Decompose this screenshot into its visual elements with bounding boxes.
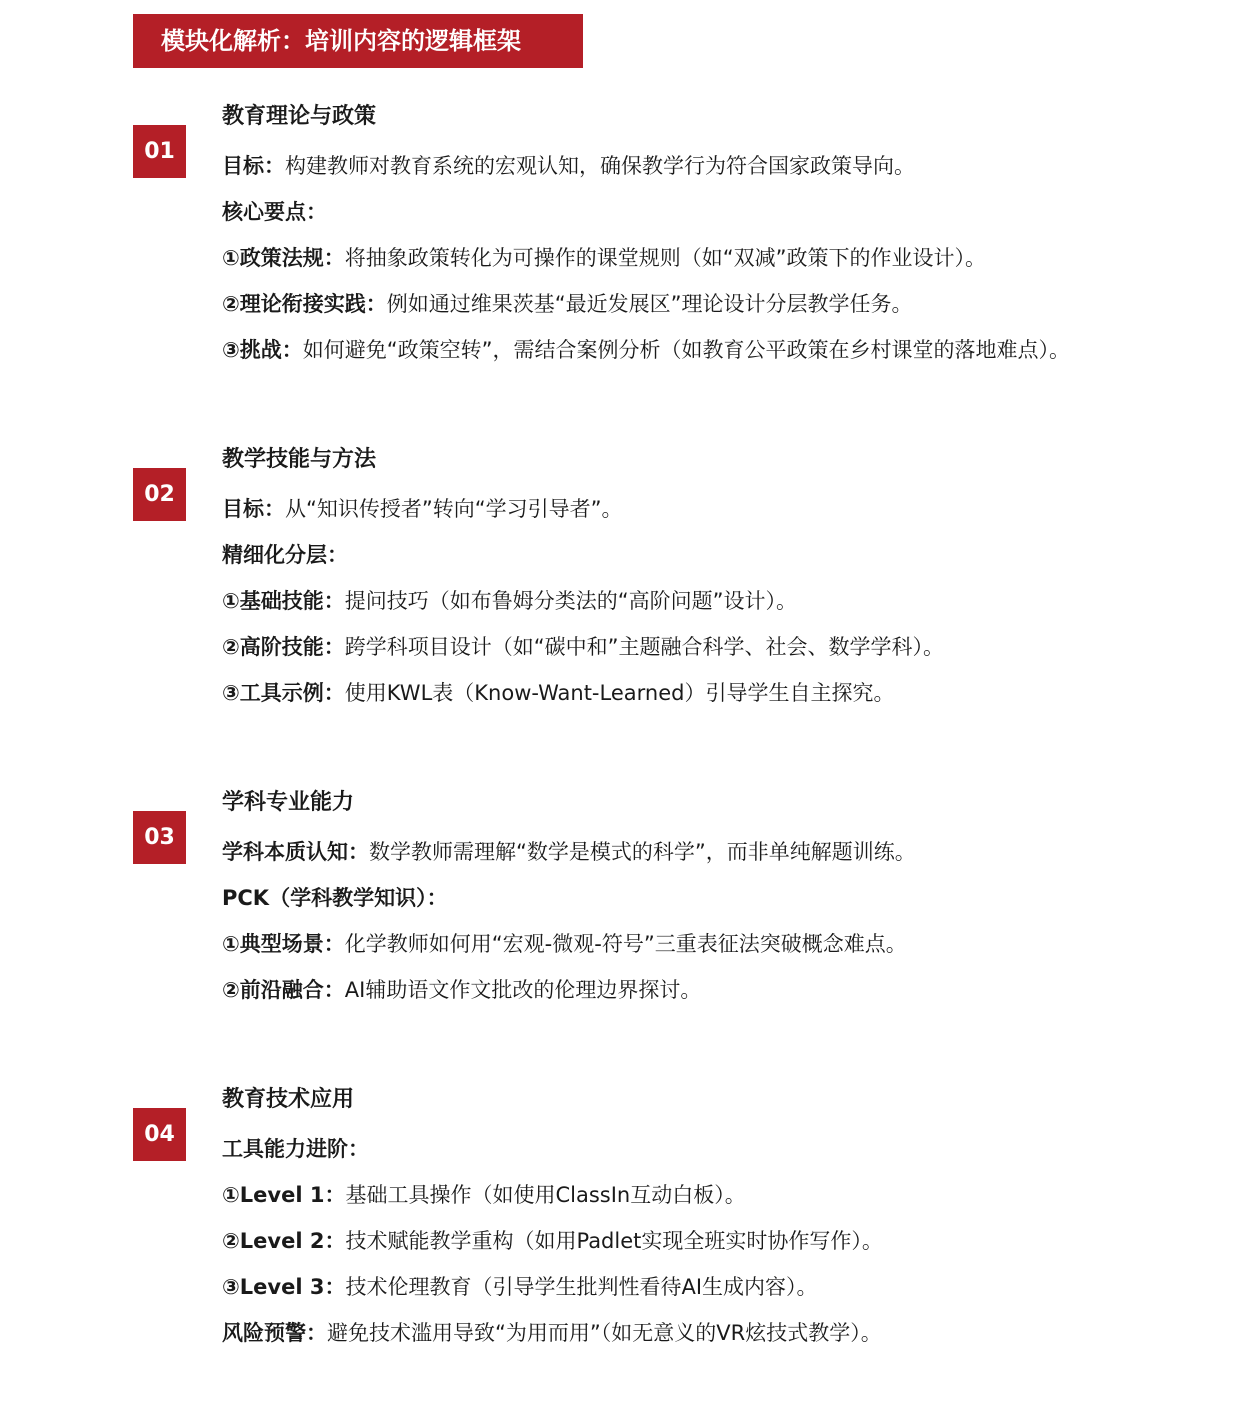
content-line bbox=[222, 281, 1222, 327]
content-line bbox=[222, 1218, 1222, 1264]
section-title: 教育理论与政策 bbox=[222, 104, 377, 129]
line-text: 技术赋能教学重构（如用Padlet实现全班实时协作写作）。 bbox=[345, 1229, 883, 1253]
content-line bbox=[222, 327, 1222, 373]
line-label: ③工具示例： bbox=[222, 681, 345, 705]
line-text: 将抽象政策转化为可操作的课堂规则（如“双减”政策下的作业设计）。 bbox=[344, 246, 987, 270]
content-line bbox=[222, 143, 1222, 189]
section-title: 学科专业能力 bbox=[222, 790, 355, 815]
line-label: 工具能力进阶： bbox=[222, 1137, 369, 1161]
line-label: ①Level 1： bbox=[222, 1183, 346, 1207]
line-label: 核心要点： bbox=[222, 200, 327, 224]
content-line bbox=[222, 967, 1222, 1013]
line-text: 数学教师需理解“数学是模式的科学”，而非单纯解题训练。 bbox=[369, 840, 916, 864]
content-line bbox=[222, 1264, 1222, 1310]
section-body bbox=[222, 1080, 1222, 1356]
line-text: 如何避免“政策空转”，需结合案例分析（如教育公平政策在乡村课堂的落地难点）。 bbox=[302, 338, 1071, 362]
page-title-banner: 模块化解析：培训内容的逻辑框架 bbox=[133, 14, 583, 68]
section-title: 教学技能与方法 bbox=[222, 447, 377, 472]
line-label: ①典型场景： bbox=[222, 932, 345, 956]
section-number-badge: 02 bbox=[133, 468, 186, 521]
content-line bbox=[222, 1172, 1222, 1218]
line-label: 风险预警： bbox=[222, 1321, 327, 1345]
section-body bbox=[222, 783, 1222, 1013]
content-line bbox=[222, 921, 1222, 967]
content-line bbox=[222, 875, 1222, 921]
line-label: ②高阶技能： bbox=[222, 635, 345, 659]
line-label: 目标： bbox=[222, 154, 285, 178]
line-text: 化学教师如何用“宏观-微观-符号”三重表征法突破概念难点。 bbox=[344, 932, 907, 956]
content-line bbox=[222, 1310, 1222, 1356]
line-label: PCK（学科教学知识）： bbox=[222, 886, 448, 910]
line-label: ③Level 3： bbox=[222, 1275, 346, 1299]
line-text: 例如通过维果茨基“最近发展区”理论设计分层教学任务。 bbox=[386, 292, 913, 316]
line-label: ②Level 2： bbox=[222, 1229, 346, 1253]
content-line bbox=[222, 578, 1222, 624]
line-text: 基础工具操作（如使用ClassIn互动白板）。 bbox=[345, 1183, 746, 1207]
line-label: ③挑战： bbox=[222, 338, 303, 362]
section-title: 教育技术应用 bbox=[222, 1087, 355, 1112]
section-number-badge: 03 bbox=[133, 811, 186, 864]
line-label: ②前沿融合： bbox=[222, 978, 345, 1002]
content-line bbox=[222, 486, 1222, 532]
line-label: ①政策法规： bbox=[222, 246, 345, 270]
line-label: 精细化分层： bbox=[222, 543, 348, 567]
content-line bbox=[222, 1126, 1222, 1172]
content-line bbox=[222, 235, 1222, 281]
line-text: 跨学科项目设计（如“碳中和”主题融合科学、社会、数学学科）。 bbox=[344, 635, 945, 659]
line-text: 使用KWL表（Know-Want-Learned）引导学生自主探究。 bbox=[344, 681, 895, 705]
line-label: 学科本质认知： bbox=[222, 840, 369, 864]
line-label: ②理论衔接实践： bbox=[222, 292, 387, 316]
line-text: 避免技术滥用导致“为用而用”（如无意义的VR炫技式教学）。 bbox=[327, 1321, 882, 1345]
section-body bbox=[222, 440, 1222, 716]
line-label: 目标： bbox=[222, 497, 285, 521]
content-line bbox=[222, 829, 1222, 875]
section-number-badge: 01 bbox=[133, 125, 186, 178]
content-line bbox=[222, 532, 1222, 578]
content-line bbox=[222, 670, 1222, 716]
line-text: 提问技巧（如布鲁姆分类法的“高阶问题”设计）。 bbox=[344, 589, 798, 613]
section-body bbox=[222, 97, 1222, 373]
content-line bbox=[222, 624, 1222, 670]
section-number-badge: 04 bbox=[133, 1108, 186, 1161]
content-line bbox=[222, 189, 1222, 235]
line-text: 技术伦理教育（引导学生批判性看待AI生成内容）。 bbox=[345, 1275, 818, 1299]
line-text: AI辅助语文作文批改的伦理边界探讨。 bbox=[344, 978, 702, 1002]
line-text: 构建教师对教育系统的宏观认知，确保教学行为符合国家政策导向。 bbox=[285, 154, 915, 178]
line-text: 从“知识传授者”转向“学习引导者”。 bbox=[285, 497, 623, 521]
line-label: ①基础技能： bbox=[222, 589, 345, 613]
